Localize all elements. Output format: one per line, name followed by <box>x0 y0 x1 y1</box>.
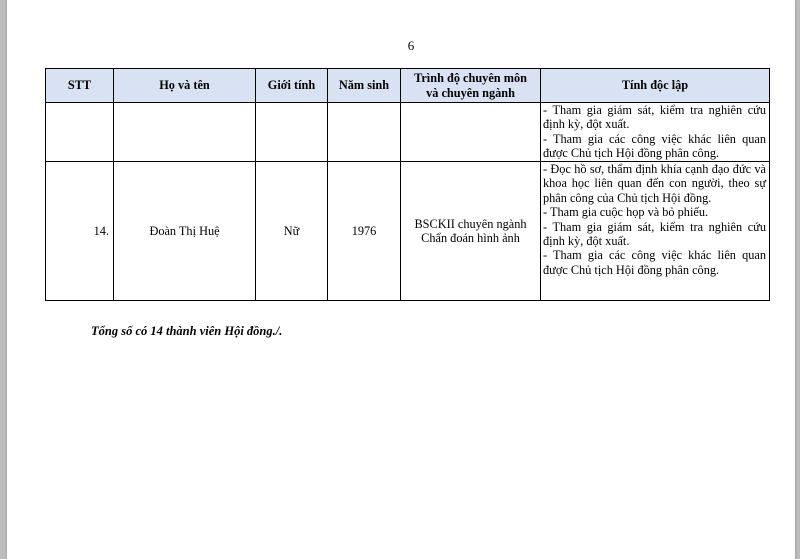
table-row <box>46 103 770 162</box>
document-page <box>7 0 795 559</box>
header-qualification-line2: và chuyên ngành <box>426 85 515 100</box>
cell-gender: Nữ <box>256 162 328 301</box>
header-qualification-line1: Trình độ chuyên môn <box>414 71 527 86</box>
cell-qualification <box>401 103 541 162</box>
header-qualification <box>401 69 541 103</box>
member-total-summary: Tổng số có 14 thành viên Hội đồng./. <box>91 324 283 338</box>
cell-duties <box>541 103 770 162</box>
header-birth-year: Năm sinh <box>328 69 401 103</box>
duty-item: - Tham gia giám sát, kiểm tra nghiên cứu định kỳ, đột xuất. <box>543 103 766 132</box>
duty-item: - Tham gia cuộc họp và bỏ phiếu. <box>543 205 709 220</box>
duty-item: - Tham gia giám sát, kiểm tra nghiên cứu định kỳ, đột xuất. <box>543 219 766 249</box>
header-name: Họ và tên <box>114 69 256 103</box>
cell-stt: 14. <box>46 162 114 301</box>
header-independence: Tính độc lập <box>541 69 770 103</box>
page-number: 6 <box>407 38 415 53</box>
duty-item: - Tham gia các công việc khác liên quan được Chủ tịch Hội đồng phân công. <box>543 131 766 161</box>
header-gender: Giới tính <box>256 69 328 103</box>
table-row <box>46 162 770 301</box>
cell-qualification-line1: BSCKII chuyên ngành <box>414 216 527 231</box>
cell-qualification-line2: Chẩn đoán hình ảnh <box>421 231 520 245</box>
duty-item: - Tham gia các công việc khác liên quan được Chủ tịch Hội đồng phân công. <box>543 248 766 277</box>
duty-item: - Đọc hồ sơ, thẩm định khía cạnh đạo đức và khoa học liên quan đến con người, theo sự phân công của Chủ tịch Hội đồng. <box>543 162 766 205</box>
cell-name <box>114 103 256 162</box>
table-header-row <box>46 69 770 103</box>
cell-qualification <box>401 162 541 301</box>
header-stt: STT <box>46 69 114 103</box>
cell-name: Đoàn Thị Huệ <box>114 162 256 301</box>
cell-birth-year: 1976 <box>328 162 401 301</box>
cell-birth-year <box>328 103 401 162</box>
cell-duties <box>541 162 770 301</box>
cell-stt <box>46 103 114 162</box>
cell-gender <box>256 103 328 162</box>
council-members-table <box>45 68 770 301</box>
